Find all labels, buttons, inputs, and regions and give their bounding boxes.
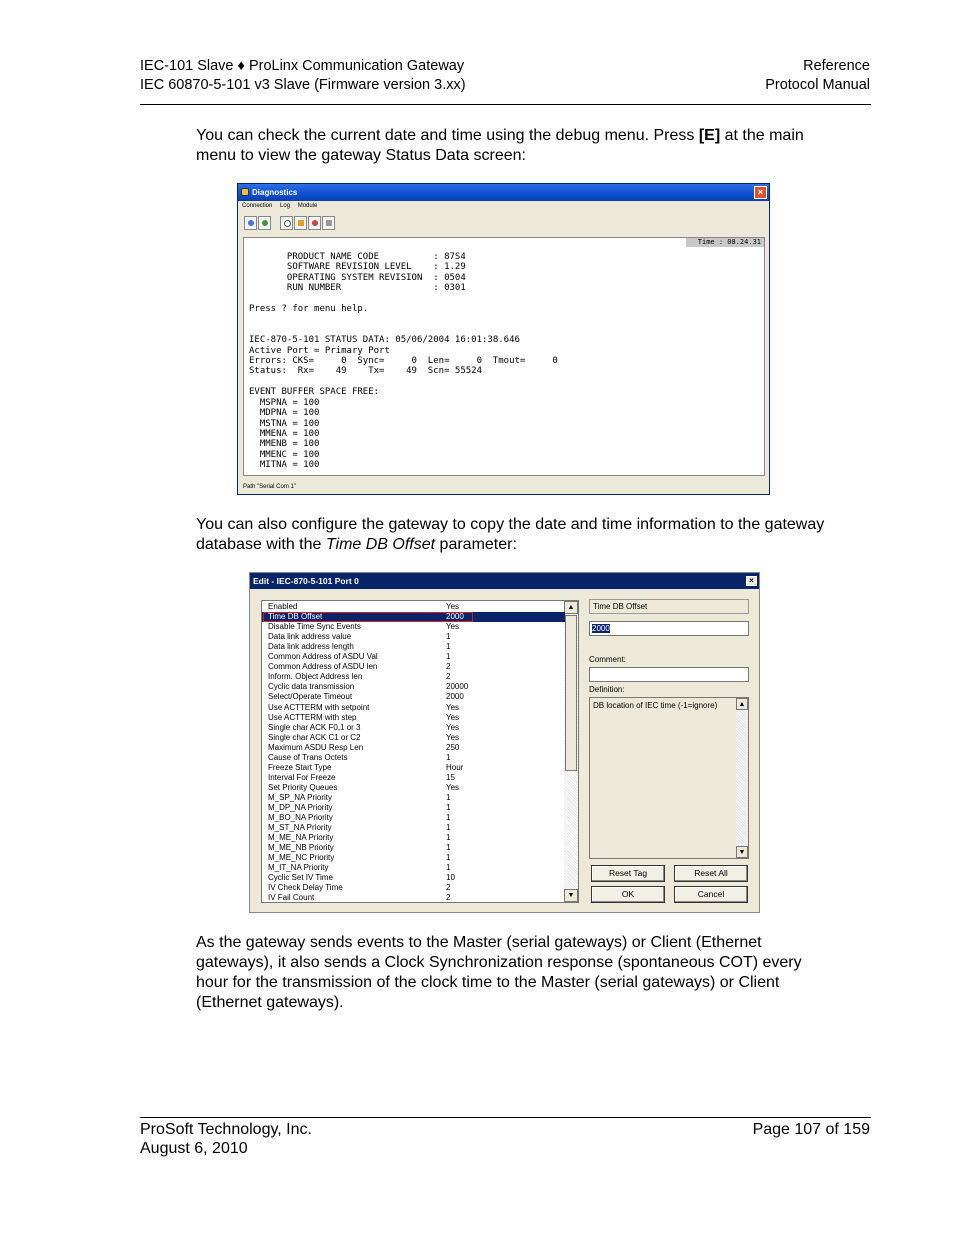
- footer-company: ProSoft Technology, Inc.: [140, 1121, 312, 1138]
- parameter-name: M_ME_NA Priority: [268, 833, 334, 843]
- definition-label: Definition:: [589, 685, 625, 694]
- parameter-name: M_BO_NA Priority: [268, 813, 333, 823]
- zoom-icon[interactable]: [280, 216, 293, 230]
- parameter-value: 1: [446, 833, 451, 843]
- menu-log[interactable]: Log: [280, 203, 291, 209]
- parameter-name: Common Address of ASDU len: [268, 662, 378, 672]
- ok-button[interactable]: OK: [591, 886, 665, 903]
- scroll-up-icon[interactable]: ▲: [564, 601, 578, 614]
- scroll-down-icon[interactable]: ▼: [564, 889, 578, 902]
- parameter-value: 2000: [446, 612, 464, 622]
- edit-title-bar: [250, 573, 759, 589]
- close-icon[interactable]: ×: [746, 576, 757, 586]
- parameter-name: Single char ACK F0,1 or 3: [268, 722, 361, 732]
- footer-rule: [140, 1117, 871, 1118]
- clock-sync-paragraph: As the gateway sends events to the Master (serial gateways) or Client (Ethernet gateways), it also sends a Clock Synchronization response (spontaneous COT) every hour for the transmission of the clock time to the Master (serial gateways) or Client (Ethernet gateways).: [196, 934, 802, 1011]
- running-header-left: [140, 57, 466, 95]
- parameter-value: Yes: [446, 712, 460, 722]
- parameter-name: Enabled: [268, 602, 298, 611]
- config-text: You can also configure the gateway to copy the date and time information to the gateway database with the: [196, 516, 825, 553]
- scroll-up-icon[interactable]: ▲: [736, 698, 748, 710]
- parameter-name: Maximum ASDU Resp Len: [268, 742, 364, 752]
- parameter-row[interactable]: [262, 632, 565, 642]
- parameter-value: 1: [446, 813, 451, 823]
- parameter-name: M_ST_NA Priority: [268, 823, 332, 833]
- parameter-name: Use ACTTERM with setpoint: [268, 702, 370, 712]
- parameter-value: 1: [446, 792, 451, 802]
- parameter-row[interactable]: [262, 622, 565, 632]
- header-product-line: IEC-101 Slave ♦ ProLinx Communication Gateway: [140, 58, 465, 74]
- diagnostics-title: Diagnostics: [252, 188, 298, 197]
- header-section: Reference: [803, 58, 870, 74]
- app-icon: [241, 188, 249, 196]
- parameter-value: 2: [446, 672, 451, 682]
- parameter-value: 20000: [446, 682, 469, 692]
- parameter-row[interactable]: [262, 763, 565, 773]
- diagnostics-menu-bar: [242, 202, 323, 211]
- parameter-value: 1: [446, 853, 451, 863]
- parameter-row[interactable]: [262, 853, 565, 863]
- diagnostics-status-bar: Path "Serial Com 1": [243, 484, 296, 490]
- config-paragraph: [196, 515, 836, 555]
- parameter-row[interactable]: [262, 652, 565, 662]
- parameter-row[interactable]: [262, 863, 565, 873]
- parameter-name: M_ME_NC Priority: [268, 853, 335, 863]
- parameter-row[interactable]: [262, 793, 565, 803]
- parameter-value: 2: [446, 662, 451, 672]
- parameter-row[interactable]: [262, 723, 565, 733]
- parameter-name: Data link address value: [268, 632, 352, 642]
- parameter-row[interactable]: [262, 833, 565, 843]
- parameter-name: Cyclic Set IV Time: [268, 873, 333, 883]
- key-e: [E]: [698, 127, 721, 144]
- diagnostics-terminal: [243, 237, 765, 476]
- log-icon[interactable]: [294, 216, 307, 230]
- parameter-name: Cause of Trans Octets: [268, 752, 348, 762]
- parameter-row[interactable]: [262, 602, 565, 612]
- parameter-row[interactable]: [262, 713, 565, 723]
- connect-icon[interactable]: [244, 216, 257, 230]
- definition-text: DB location of IEC time (-1=ignore): [593, 701, 718, 710]
- parameter-name: M_IT_NA Priority: [268, 863, 329, 873]
- field-name-header: Time DB Offset: [589, 599, 749, 614]
- footer-left: [140, 1120, 312, 1158]
- parameter-row[interactable]: [262, 783, 565, 793]
- parameter-name: Select/Operate Timeout: [268, 692, 353, 702]
- parameter-value: 10: [446, 873, 455, 883]
- scroll-down-icon[interactable]: ▼: [736, 846, 748, 858]
- parameter-row[interactable]: [262, 873, 565, 883]
- parameter-value: 15: [446, 772, 455, 782]
- parameter-value: 1: [446, 803, 451, 812]
- value-text: 2000: [592, 624, 610, 633]
- parameter-value: Hour: [446, 762, 464, 772]
- definition-scrollbar[interactable]: [736, 698, 748, 858]
- comment-label: Comment:: [589, 655, 626, 664]
- parameter-row[interactable]: [262, 843, 565, 853]
- parameter-value: 2000: [446, 692, 464, 702]
- selection-highlight: [263, 612, 473, 622]
- parameter-value: Yes: [446, 732, 460, 742]
- intro-text: You can check the current date and time using the debug menu. Press: [196, 127, 699, 144]
- menu-connection[interactable]: Connection: [242, 203, 273, 209]
- parameter-value: Yes: [446, 722, 460, 732]
- parameter-row[interactable]: [262, 813, 565, 823]
- parameter-value: 1: [446, 642, 451, 652]
- parameter-row[interactable]: [262, 753, 565, 763]
- parameter-name: Freeze Start Type: [268, 762, 332, 772]
- parameter-value: 1: [446, 752, 451, 762]
- parameter-name: Interval For Freeze: [268, 772, 336, 782]
- diagnostics-title-bar: [238, 184, 769, 201]
- edit-title: Edit - IEC-870-5-101 Port 0: [253, 576, 359, 586]
- parameter-row[interactable]: [262, 662, 565, 672]
- parameter-row[interactable]: [262, 733, 565, 743]
- parameter-list[interactable]: [261, 600, 579, 903]
- parameter-row[interactable]: [262, 883, 565, 893]
- intro-paragraph: [196, 126, 836, 166]
- parameter-row[interactable]: [262, 692, 565, 702]
- scroll-thumb[interactable]: [565, 615, 577, 771]
- print-icon[interactable]: [322, 216, 335, 230]
- parameter-value: Yes: [446, 622, 460, 632]
- parameter-value: 1: [446, 863, 451, 873]
- parameter-name: M_ME_NB Priority: [268, 843, 334, 853]
- parameter-name: Disable Time Sync Events: [268, 622, 361, 632]
- parameter-row[interactable]: [262, 642, 565, 652]
- comment-input[interactable]: [589, 667, 749, 682]
- parameter-name: Set Priority Queues: [268, 782, 338, 792]
- parameter-name: M_DP_NA Priority: [268, 803, 333, 812]
- parameter-name: IV Check Delay Time: [268, 883, 343, 893]
- diagnostics-toolbar: [244, 216, 336, 234]
- parameter-row[interactable]: [262, 703, 565, 713]
- param-name: Time DB Offset: [325, 536, 436, 553]
- edit-port-dialog: [249, 572, 760, 913]
- running-header-right: [765, 57, 870, 95]
- parameter-value: 2: [446, 883, 451, 893]
- parameter-value: 1: [446, 823, 451, 833]
- header-rule: [140, 104, 871, 105]
- definition-box: [589, 697, 749, 859]
- reset-tag-button[interactable]: Reset Tag: [591, 865, 665, 882]
- parameter-row[interactable]: [262, 823, 565, 833]
- parameter-name: Single char ACK C1 or C2: [268, 732, 361, 742]
- parameter-name: Data link address length: [268, 642, 354, 652]
- parameter-row[interactable]: [262, 672, 565, 682]
- value-input[interactable]: [589, 621, 749, 636]
- time-readout: Time : 08.24.31: [686, 238, 764, 247]
- parameter-value: Yes: [446, 702, 460, 712]
- parameter-value: Yes: [446, 602, 460, 611]
- header-manual-name: Protocol Manual: [765, 77, 870, 93]
- config-text-end: parameter:: [435, 536, 517, 553]
- footer-page-number: Page 107 of 159: [752, 1121, 870, 1138]
- parameter-value: 1: [446, 652, 451, 662]
- parameter-value: 250: [446, 742, 460, 752]
- parameter-row[interactable]: [262, 803, 565, 813]
- parameter-name: Common Address of ASDU Val: [268, 652, 378, 662]
- parameter-value: Yes: [446, 782, 460, 792]
- parameter-row[interactable]: [262, 743, 565, 753]
- parameter-name: Use ACTTERM with step: [268, 712, 357, 722]
- close-icon[interactable]: ×: [754, 186, 767, 199]
- parameter-name: IV Fail Count: [268, 893, 315, 903]
- parameter-name: Inform. Object Address len: [268, 672, 363, 682]
- parameter-value: 1: [446, 632, 451, 642]
- status-data-text: PRODUCT NAME CODE : 87S4 SOFTWARE REVISION LEVEL : 1.29 OPERATING SYSTEM REVISION : 0504 RUN NUMBER : 0301 Press ? for menu help. IEC-870-5-101 STATUS DATA: 05/06/2004 16:01:38.646 Active Port = Primary Port Errors: CKS= 0 Sync= 0 Len= 0 Tmout= 0 Status: Rx= 49 Tx= 49 Scn= 55524 EVENT BUFFER SPACE FREE: MSPNA = 100 MDPNA = 100 MSTNA = 100 MMENA = 100 MMENB = 100 MMENC = 100 MITNA = 100: [249, 252, 558, 471]
- diagnostics-window: [237, 183, 770, 495]
- menu-module[interactable]: Module: [297, 203, 318, 209]
- disconnect-icon[interactable]: [258, 216, 271, 230]
- parameter-row[interactable]: [262, 893, 565, 903]
- parameter-row[interactable]: [262, 773, 565, 783]
- footer-date: August 6, 2010: [140, 1140, 248, 1157]
- parameter-row[interactable]: [262, 682, 565, 692]
- list-scrollbar[interactable]: [564, 601, 578, 902]
- parameter-value: 2: [446, 893, 451, 903]
- cancel-button[interactable]: Cancel: [674, 886, 748, 903]
- parameter-name: Time DB Offset: [268, 612, 323, 622]
- reset-all-button[interactable]: Reset All: [674, 865, 748, 882]
- parameter-name: Cyclic data transmission: [268, 682, 355, 692]
- capture-icon[interactable]: [308, 216, 321, 230]
- intro-text-end: at the main menu to view the gateway Status Data screen:: [196, 127, 804, 164]
- parameter-name: M_SP_NA Priority: [268, 792, 333, 802]
- parameter-value: 1: [446, 843, 451, 853]
- header-firmware-line: IEC 60870-5-101 v3 Slave (Firmware version 3.xx): [140, 77, 466, 93]
